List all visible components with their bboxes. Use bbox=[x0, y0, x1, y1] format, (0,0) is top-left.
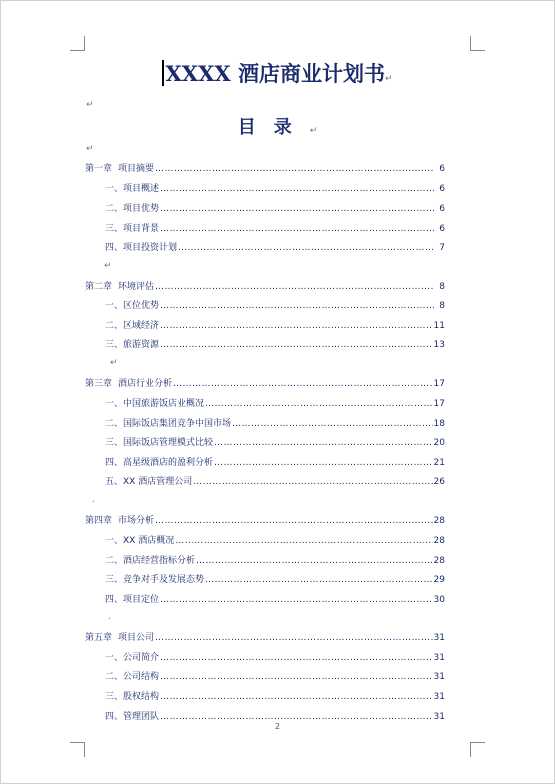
toc-chapter-number: 第一章 bbox=[85, 164, 113, 174]
toc-entry-label: 三、旅游资源 bbox=[105, 340, 160, 350]
paragraph-mark-icon: ↵ bbox=[309, 126, 318, 136]
toc-dot-leader bbox=[160, 594, 433, 606]
toc-dot-leader bbox=[232, 418, 433, 430]
toc-page-number: 20 bbox=[433, 438, 445, 448]
toc-page-number: 28 bbox=[433, 536, 445, 546]
toc-dot-leader bbox=[160, 183, 434, 195]
toc-page-number: 29 bbox=[433, 575, 445, 585]
toc-page-number: 31 bbox=[433, 653, 445, 663]
toc-page-number: 8 bbox=[439, 301, 445, 311]
toc-page-number: 21 bbox=[433, 458, 445, 468]
toc-dot-leader bbox=[160, 203, 434, 215]
paragraph-mark-icon: ↵ bbox=[104, 261, 112, 271]
toc-heading bbox=[0, 113, 555, 139]
crop-mark-bottom-left bbox=[70, 742, 85, 757]
toc-page-number: 30 bbox=[433, 595, 445, 605]
paragraph-mark: . bbox=[108, 612, 111, 622]
toc-entry-label: 三、项目背景 bbox=[105, 224, 160, 234]
toc-section-entry[interactable] bbox=[105, 339, 445, 351]
toc-dot-leader bbox=[160, 652, 433, 664]
toc-heading-text: 目录 bbox=[237, 117, 310, 138]
toc-dot-leader bbox=[214, 457, 433, 469]
paragraph-mark-icon: ↵ bbox=[384, 74, 393, 84]
toc-dot-leader bbox=[155, 281, 434, 293]
toc-dot-leader bbox=[178, 242, 434, 254]
toc-entry-label: 二、公司结构 bbox=[105, 672, 160, 682]
toc-section-entry[interactable] bbox=[105, 594, 445, 606]
toc-chapter-entry[interactable] bbox=[85, 163, 445, 175]
toc-page-number: 31 bbox=[433, 672, 445, 682]
toc-section-entry[interactable] bbox=[105, 183, 445, 195]
toc-page-number: 31 bbox=[433, 692, 445, 702]
document-title[interactable] bbox=[0, 58, 555, 88]
toc-entry-label: 一、区位优势 bbox=[105, 301, 160, 311]
toc-page-number: 28 bbox=[433, 556, 445, 566]
toc-entry-label: 四、项目定位 bbox=[105, 595, 160, 605]
toc-dot-leader bbox=[155, 515, 433, 527]
toc-page-number: 6 bbox=[439, 164, 445, 174]
toc-entry-label: 四、项目投资计划 bbox=[105, 243, 178, 253]
toc-entry-label: 三、竞争对手及发展态势 bbox=[105, 575, 205, 585]
toc-dot-leader bbox=[205, 574, 433, 586]
toc-entry-label: 三、国际饭店管理模式比较 bbox=[105, 438, 214, 448]
toc-dot-leader bbox=[175, 535, 432, 547]
toc-page-number: 26 bbox=[433, 477, 445, 487]
toc-page-number: 11 bbox=[433, 321, 445, 331]
toc-chapter-number: 第五章 bbox=[85, 633, 113, 643]
toc-entry-label: 一、中国旅游饭店业概况 bbox=[105, 399, 205, 409]
toc-page-number: 8 bbox=[439, 282, 445, 292]
toc-page-number: 7 bbox=[439, 243, 445, 253]
toc-entry-label: 一、项目概述 bbox=[105, 184, 160, 194]
toc-page-number: 18 bbox=[433, 419, 445, 429]
toc-section-entry[interactable] bbox=[105, 555, 445, 567]
paragraph-mark: . bbox=[92, 495, 95, 505]
toc-section-entry[interactable] bbox=[105, 398, 445, 410]
toc-entry-label: 一、公司简介 bbox=[105, 653, 160, 663]
toc-entry-label: 项目公司 bbox=[118, 633, 155, 643]
toc-section-entry[interactable] bbox=[105, 535, 445, 547]
paragraph-mark-icon: ↵ bbox=[110, 358, 118, 368]
toc-page-number: 31 bbox=[433, 633, 445, 643]
toc-entry-label: 四、管理团队 bbox=[105, 712, 160, 722]
toc-entry-label: 二、酒店经营指标分析 bbox=[105, 556, 196, 566]
toc-section-entry[interactable] bbox=[105, 203, 445, 215]
toc-section-entry[interactable] bbox=[105, 457, 445, 469]
toc-page-number: 6 bbox=[439, 204, 445, 214]
toc-section-entry[interactable] bbox=[105, 574, 445, 586]
toc-page-number: 17 bbox=[433, 399, 445, 409]
toc-chapter-entry[interactable] bbox=[85, 632, 445, 644]
toc-dot-leader bbox=[160, 671, 433, 683]
toc-chapter-number: 第二章 bbox=[85, 282, 113, 292]
toc-dot-leader bbox=[155, 163, 434, 175]
toc-section-entry[interactable] bbox=[105, 223, 445, 235]
toc-chapter-entry[interactable] bbox=[85, 281, 445, 293]
toc-dot-leader bbox=[160, 339, 433, 351]
paragraph-mark-icon: ↵ bbox=[86, 144, 94, 154]
toc-entry-label: 五、XX 酒店管理公司 bbox=[105, 477, 193, 487]
toc-chapter-number: 第三章 bbox=[85, 379, 113, 389]
toc-section-entry[interactable] bbox=[105, 300, 445, 312]
document-title-text: XXXX 酒店商业计划书 bbox=[165, 61, 385, 86]
toc-dot-leader bbox=[196, 555, 433, 567]
toc-entry-label: 市场分析 bbox=[118, 516, 155, 526]
toc-dot-leader bbox=[160, 223, 434, 235]
toc-entry-label: 三、股权结构 bbox=[105, 692, 160, 702]
toc-dot-leader bbox=[160, 300, 434, 312]
toc-dot-leader bbox=[160, 320, 433, 332]
toc-entry-label: 四、高星级酒店的盈利分析 bbox=[105, 458, 214, 468]
paragraph-mark-icon: ↵ bbox=[86, 100, 94, 110]
toc-page-number: 28 bbox=[433, 516, 445, 526]
crop-mark-bottom-right bbox=[470, 742, 485, 757]
toc-dot-leader bbox=[193, 476, 432, 488]
toc-section-entry[interactable] bbox=[105, 691, 445, 703]
toc-entry-label: 一、XX 酒店概况 bbox=[105, 536, 175, 546]
toc-section-entry[interactable] bbox=[105, 652, 445, 664]
toc-dot-leader bbox=[214, 437, 433, 449]
toc-section-entry[interactable] bbox=[105, 418, 445, 430]
toc-entry-label: 酒店行业分析 bbox=[118, 379, 173, 389]
toc-chapter-entry[interactable] bbox=[85, 378, 445, 390]
toc-section-entry[interactable] bbox=[105, 242, 445, 254]
toc-section-entry[interactable] bbox=[105, 437, 445, 449]
toc-entry-label: 二、项目优势 bbox=[105, 204, 160, 214]
toc-page-number: 6 bbox=[439, 184, 445, 194]
toc-entry-label: 项目摘要 bbox=[118, 164, 155, 174]
toc-section-entry[interactable] bbox=[105, 476, 445, 488]
toc-entry-label: 环境评估 bbox=[118, 282, 155, 292]
toc-page-number: 13 bbox=[433, 340, 445, 350]
crop-mark-top-left bbox=[70, 36, 85, 51]
toc-entry-label: 二、国际饭店集团竞争中国市场 bbox=[105, 419, 232, 429]
toc-page-number: 17 bbox=[433, 379, 445, 389]
toc-section-entry[interactable] bbox=[105, 671, 445, 683]
toc-dot-leader bbox=[205, 398, 433, 410]
toc-chapter-entry[interactable] bbox=[85, 515, 445, 527]
toc-page-number: 6 bbox=[439, 224, 445, 234]
page-number: 2 bbox=[274, 722, 281, 731]
toc-section-entry[interactable] bbox=[105, 320, 445, 332]
toc-page-number: 31 bbox=[433, 712, 445, 722]
toc-entry-label: 二、区域经济 bbox=[105, 321, 160, 331]
toc-dot-leader bbox=[155, 632, 433, 644]
toc-dot-leader bbox=[160, 691, 433, 703]
toc-dot-leader bbox=[173, 378, 433, 390]
toc-chapter-number: 第四章 bbox=[85, 516, 113, 526]
crop-mark-top-right bbox=[470, 36, 485, 51]
